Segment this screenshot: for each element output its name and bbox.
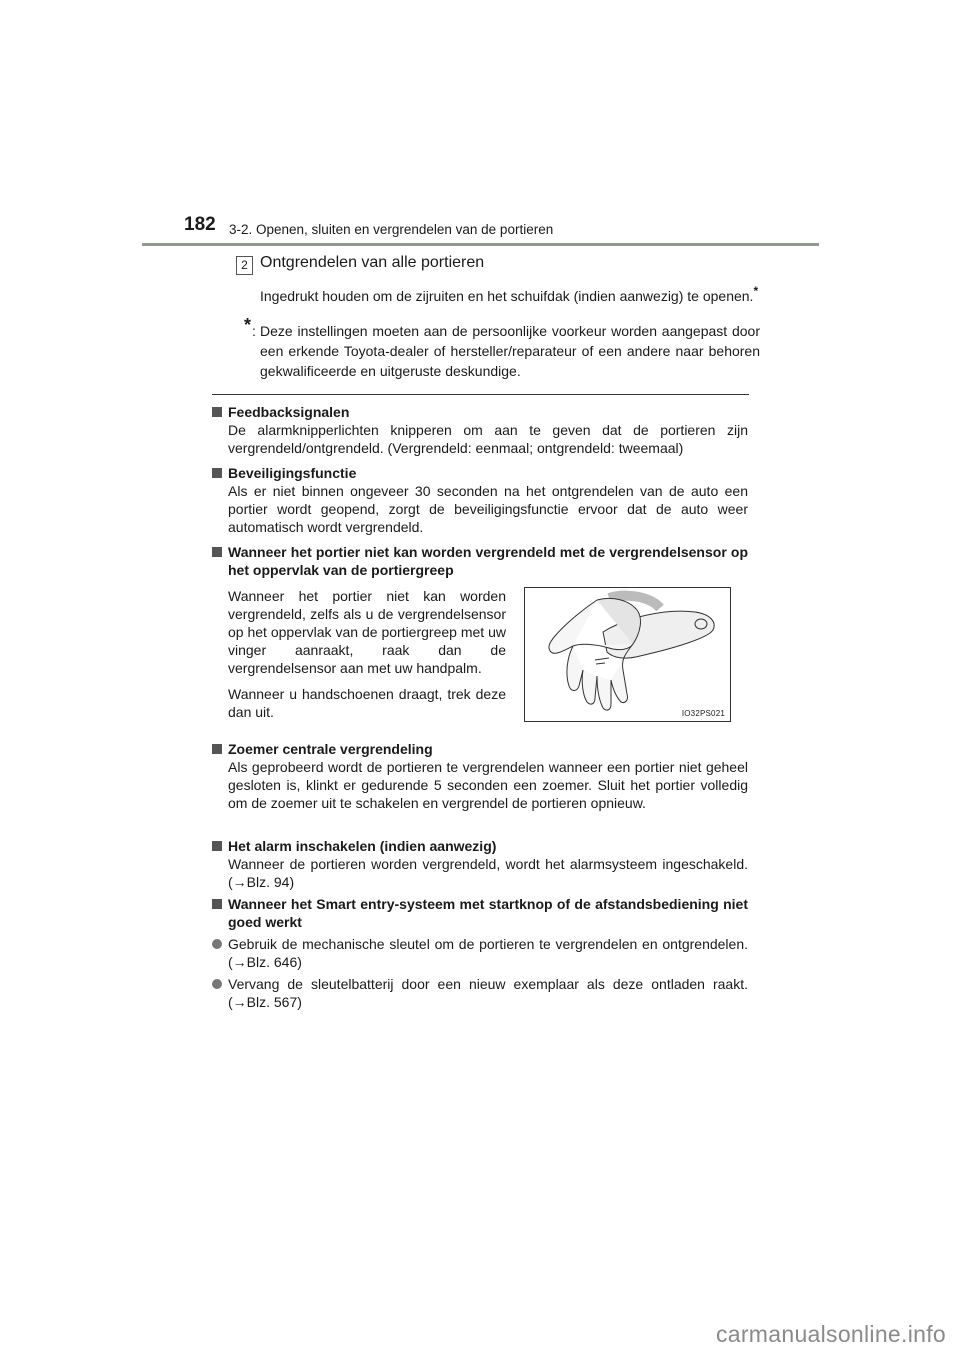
step-body-text: Ingedrukt houden om de zijruiten en het schuifdak (indien aanwezig) te openen. (260, 288, 754, 304)
footnote-ref: * (753, 284, 759, 298)
section-body: Als er niet binnen ongeveer 30 seconden na het ontgrendelen van de auto een portier wordt geopend, zorgt de beveiligingsfunctie ervoor dat de auto weer automatisch wordt vergrendeld. (228, 483, 748, 535)
section-title: Wanneer het portier niet kan worden vergrendeld met de vergrendelsensor op het oppervlak van de portiergreep (228, 544, 748, 578)
running-header: 3-2. Openen, sluiten en vergrendelen van de portieren (229, 222, 554, 237)
section-title: Zoemer centrale vergrendeling (228, 741, 433, 757)
section-heading (212, 895, 748, 931)
square-bullet-icon (212, 547, 222, 557)
square-bullet-icon (212, 899, 222, 909)
step-title: Ontgrendelen van alle portieren (260, 254, 485, 271)
square-bullet-icon (212, 841, 222, 851)
section-heading (212, 464, 748, 482)
section-divider (212, 394, 749, 395)
section-buzzer (212, 740, 748, 812)
square-bullet-icon (212, 407, 222, 417)
section-title: Het alarm inschakelen (indien aanwezig) (228, 838, 497, 854)
section-heading (212, 403, 748, 421)
footnote-text: Deze instellingen moeten aan de persoonlijke voorkeur worden aangepast door een erkende Toyota-dealer of hersteller/reparateur of een andere naar behoren gekwalificeerde en uitgeruste deskundige. (260, 323, 760, 379)
sensor-paragraph-2: Wanneer u handschoenen draagt, trek deze dan uit. (228, 686, 506, 720)
section-title: Beveiligingsfunctie (228, 465, 357, 481)
section-title: Feedbacksignalen (228, 404, 350, 420)
hand-on-door-handle-illustration (524, 587, 731, 722)
step-body (260, 282, 760, 305)
section-body: De alarmknipperlichten knipperen om aan te geven dat de portieren zijn vergrendeld/ontgrendeld. (Vergrendeld: eenmaal; ontgrendeld: tweemaal) (228, 422, 748, 456)
section-body: Wanneer de portieren worden vergrendeld, wordt het alarmsysteem ingeschakeld. (→Blz. 94) (228, 856, 748, 890)
section-alarm (212, 837, 748, 891)
section-heading (212, 740, 748, 758)
step-number-marker: 2 (236, 256, 253, 275)
page-number: 182 (184, 214, 216, 235)
list-item (212, 935, 748, 971)
section-heading (212, 837, 748, 855)
section-smart-entry (212, 895, 748, 1011)
section-sensor (212, 543, 748, 579)
hand-on-door-handle-drawing (525, 588, 730, 721)
round-bullet-icon (212, 939, 222, 949)
list-item-text: Gebruik de mechanische sleutel om de portieren te vergrendelen en ontgrendelen. (→Blz. 646) (228, 936, 748, 970)
footnote-colon: : (252, 323, 256, 339)
watermark: carmanualsonline.info (715, 1321, 946, 1347)
square-bullet-icon (212, 468, 222, 478)
header-divider (142, 243, 819, 246)
section-body: Als geprobeerd wordt de portieren te vergrendelen wanneer een portier niet geheel gesloten is, klinkt er gedurende 5 seconden een zoemer. Sluit het portier volledig om de zoemer uit te schakelen en vergrendel de portieren opnieuw. (228, 759, 748, 811)
figure-code: IO32PS021 (681, 709, 725, 718)
list-item-text: Vervang de sleutelbatterij door een nieuw exemplaar als deze ontladen raakt. (→Blz. 567) (228, 976, 748, 1010)
section-heading (212, 543, 748, 579)
sensor-paragraph-1: Wanneer het portier niet kan worden vergrendeld, zelfs als u de vergrendelsensor op het oppervlak van de portiergreep met uw vinger aanraakt, raak dan de vergrendelsensor aan met uw handpalm. (228, 588, 506, 676)
footnote-asterisk: * (244, 315, 252, 335)
section-title: Wanneer het Smart entry-systeem met startknop of de afstandsbediening niet goed werkt (228, 896, 748, 930)
round-bullet-icon (212, 979, 222, 989)
square-bullet-icon (212, 744, 222, 754)
section-security (212, 464, 748, 536)
section-feedback (212, 403, 748, 457)
sensor-instructions (228, 587, 506, 729)
list-item (212, 975, 748, 1011)
